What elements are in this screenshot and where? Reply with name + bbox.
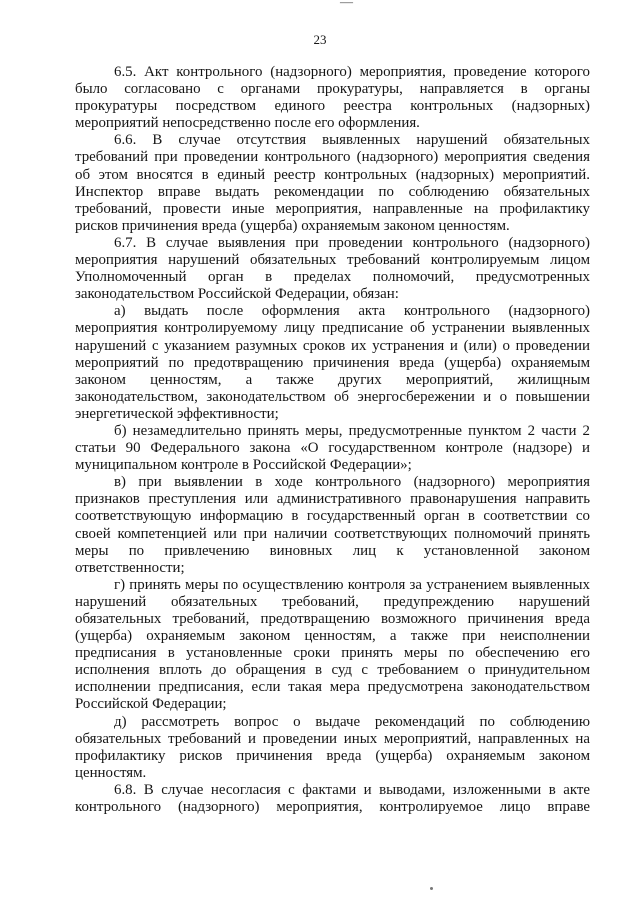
- text-line: меры по привлечению виновных лиц к установленной законом: [75, 542, 590, 559]
- scan-speck: [430, 887, 433, 890]
- text-line: в) при выявлении в ходе контрольного (надзорного) мероприятия: [114, 474, 590, 491]
- text-line: обязательных требований и проведении иных мероприятий, направленных на: [75, 730, 590, 747]
- text-line: Инспектор вправе выдать рекомендации по соблюдению обязательных: [75, 183, 590, 200]
- text-line: д) рассмотреть вопрос о выдаче рекомендаций по соблюдению: [114, 713, 590, 730]
- page-top-scan-mark: —: [340, 0, 353, 9]
- text-line: статьи 90 Федерального закона «О государственном контроле (надзоре) и: [75, 440, 590, 457]
- text-line: мероприятий по предотвращению причинения вреда (ущерба) охраняемым: [75, 354, 590, 371]
- text-line: 6.7. В случае выявления при проведении контрольного (надзорного): [114, 234, 590, 251]
- text-line: было согласовано с органами прокуратуры, направляется в органы: [75, 81, 590, 98]
- text-line: г) принять меры по осуществлению контроля за устранением выявленных: [114, 576, 590, 593]
- text-line: Российской Федерации;: [75, 696, 227, 713]
- text-line: ценностям.: [75, 764, 147, 781]
- text-line: предписания в установленные сроки принять меры по обеспечению его: [75, 645, 590, 662]
- text-line: законодательством, законодательством об энергосбережении и о повышении: [75, 388, 590, 405]
- text-line: профилактику рисков причинения вреда (ущерба) охраняемым законом: [75, 747, 590, 764]
- text-line: об этом вносятся в единый реестр контрольных (надзорных) мероприятий.: [75, 166, 590, 183]
- text-line: обязательных требований, предотвращению возможного причинения вреда: [75, 611, 590, 627]
- page-number: 23: [313, 32, 327, 47]
- text-line: рисков причинения вреда (ущерба) охраняемым законом ценностям.: [75, 217, 510, 234]
- text-line: исполнении предписания, если такая мера предусмотрена законодательством: [75, 679, 590, 696]
- text-line: исполнения вплоть до обращения в суд с требованием о принудительном: [75, 662, 590, 679]
- document-body: [75, 64, 590, 816]
- text-line: нарушений обязательных требований, предупреждению нарушений: [75, 593, 590, 610]
- text-line: Уполномоченный орган в пределах полномочий, предусмотренных: [75, 269, 590, 286]
- text-line: признаков преступления или административного правонарушения направить: [75, 491, 590, 508]
- text-line: мероприятия нарушений обязательных требований контролируемым лицом: [75, 252, 590, 269]
- text-line: требований, провести иные мероприятия, направленные на профилактику: [75, 200, 590, 217]
- text-line: требований при проведении контрольного (надзорного) мероприятия сведения: [75, 149, 590, 166]
- text-line: нарушений с указанием разумных сроков их устранения и (или) о проведении: [75, 337, 590, 354]
- text-line: своей компетенцией или при наличии соответствующих полномочий принять: [75, 525, 590, 542]
- text-line: законом ценностям, а также других мероприятий, жилищным: [75, 371, 590, 388]
- text-line: 6.5. Акт контрольного (надзорного) мероприятия, проведение которого: [114, 64, 590, 80]
- text-line: законодательством Российской Федерации, обязан:: [75, 286, 399, 303]
- text-line: муниципальном контроле в Российской Федерации»;: [75, 457, 412, 474]
- text-line: а) выдать после оформления акта контрольного (надзорного): [114, 303, 590, 320]
- text-line: б) незамедлительно принять меры, предусмотренные пунктом 2 части 2: [114, 422, 590, 439]
- text-line: 6.6. В случае отсутствия выявленных нарушений обязательных: [114, 132, 590, 149]
- text-line: мероприятий непосредственно после его оформления.: [75, 115, 420, 132]
- text-line: мероприятия контролируемому лицу предписание об устранении выявленных: [75, 320, 590, 337]
- text-line: 6.8. В случае несогласия с фактами и выводами, изложенными в акте: [114, 781, 590, 798]
- text-line: ответственности;: [75, 559, 185, 576]
- text-line: энергетической эффективности;: [75, 405, 279, 422]
- text-line: (ущерба) охраняемым законом ценностям, а также при неисполнении: [75, 628, 590, 645]
- text-line: прокуратуры посредством единого реестра контрольных (надзорных): [75, 98, 590, 115]
- text-line: соответствующую информацию в государственный орган в соответствии со: [75, 508, 590, 525]
- text-line: контрольного (надзорного) мероприятия, контролируемое лицо вправе: [75, 799, 590, 816]
